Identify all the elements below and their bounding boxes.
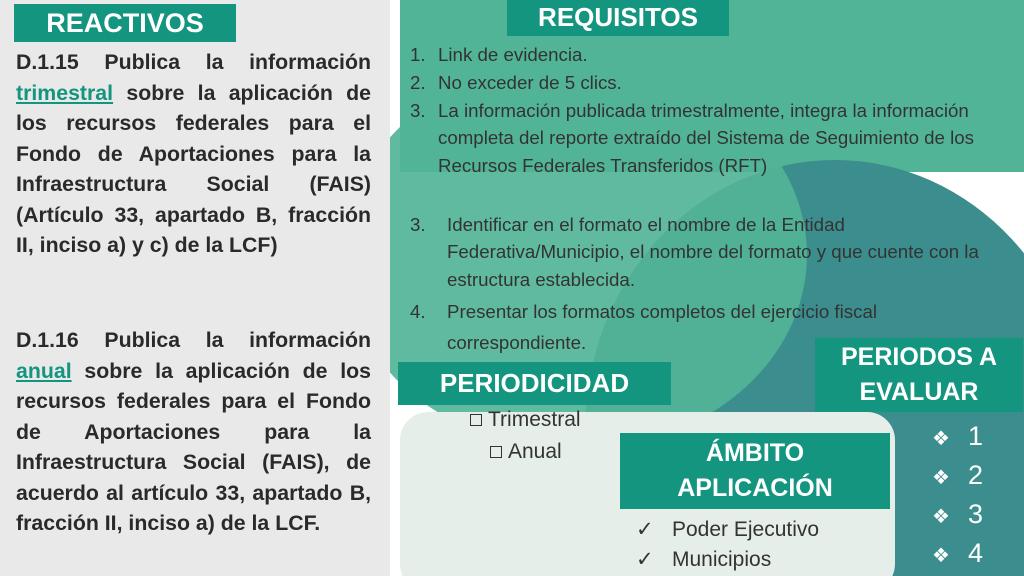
periodicidad-title: PERIODICIDAD	[398, 362, 671, 405]
diamond-bullet-icon: ❖	[932, 545, 950, 567]
checkmark-icon: ✓	[636, 548, 654, 571]
checkbox-icon	[470, 414, 482, 426]
diamond-bullet-icon: ❖	[932, 506, 950, 528]
diamond-bullet-icon: ❖	[932, 428, 950, 450]
requisito-text: Presentar los formatos completos del ejercicio fiscal correspondiente.	[447, 301, 877, 353]
ambito-item	[636, 547, 771, 572]
checkmark-icon: ✓	[636, 518, 654, 541]
ambito-title	[620, 433, 890, 509]
ambito-item-label: Poder Ejecutivo	[672, 518, 820, 541]
requisito-item	[410, 211, 980, 293]
anual-link[interactable]: anual	[16, 358, 72, 383]
ambito-title-line2: APLICACIÓN	[677, 474, 833, 502]
periodicidad-item-label: Trimestral	[488, 408, 581, 431]
trimestral-link[interactable]: trimestral	[16, 80, 114, 105]
requisito-number: 1.	[410, 44, 426, 65]
ambito-title-line1: ÁMBITO	[705, 439, 805, 467]
ambito-item	[636, 517, 819, 542]
periodos-title-line2: EVALUAR	[859, 378, 979, 406]
requisito-number: 2.	[410, 72, 426, 93]
periodicidad-item-label: Anual	[508, 440, 562, 463]
periodo-item	[932, 496, 983, 535]
requisito-number: 4.	[410, 301, 426, 322]
d1-16-prefix: D.1.16 Publica la información	[16, 328, 371, 352]
diamond-bullet-icon: ❖	[932, 467, 950, 489]
periodicidad-item-anual	[490, 440, 562, 464]
d1-16-suffix: sobre la aplicación de los recursos federales para el Fondo de Aportaciones para la Infraestructura Social (FAIS), de acuerdo al artículo 33, apartado B, fracción II, inciso a) de la LCF.	[16, 358, 371, 535]
requisito-item	[410, 41, 1000, 68]
periodicidad-item-trimestral	[470, 408, 581, 432]
periodos-title-line1: PERIODOS A	[840, 343, 998, 371]
requisito-text: Identificar en el formato el nombre de la Entidad Federativa/Municipio, el nombre del formato y que cuente con la estructura establecida.	[447, 214, 979, 290]
periodo-number: 3	[968, 499, 984, 529]
checkbox-icon	[490, 446, 502, 458]
requisito-item	[410, 69, 1000, 96]
d1-15-suffix: sobre la aplicación de los recursos federales para el Fondo de Aportaciones para la Infraestructura Social (FAIS) (Artículo 33, apartado B, fracción II, inciso a) y c) de la LCF)	[16, 80, 371, 257]
periodo-item	[932, 535, 983, 574]
requisitos-title: REQUISITOS	[507, 0, 729, 36]
requisito-item	[410, 97, 990, 179]
periodos-title	[815, 338, 1023, 412]
reactivo-d1-16	[16, 325, 371, 539]
requisito-text: Link de evidencia.	[438, 44, 588, 65]
periodo-number: 4	[968, 538, 984, 568]
reactivo-d1-15	[16, 47, 371, 261]
periodo-item	[932, 418, 983, 457]
periodo-number: 2	[968, 460, 984, 490]
requisito-text: No exceder de 5 clics.	[438, 72, 622, 93]
d1-15-prefix: D.1.15 Publica la información	[16, 50, 371, 74]
ambito-item-label: Municipios	[672, 548, 772, 571]
reactivos-title: REACTIVOS	[14, 4, 236, 42]
periodo-item	[932, 457, 983, 496]
periodos-list	[932, 418, 983, 574]
requisito-number: 3.	[410, 100, 426, 121]
requisito-number: 3.	[410, 214, 426, 235]
requisito-text: La información publicada trimestralmente, integra la información completa del reporte extraído del Sistema de Seguimiento de los Recursos Federales Transferidos (RFT)	[438, 100, 975, 176]
periodo-number: 1	[968, 421, 984, 451]
